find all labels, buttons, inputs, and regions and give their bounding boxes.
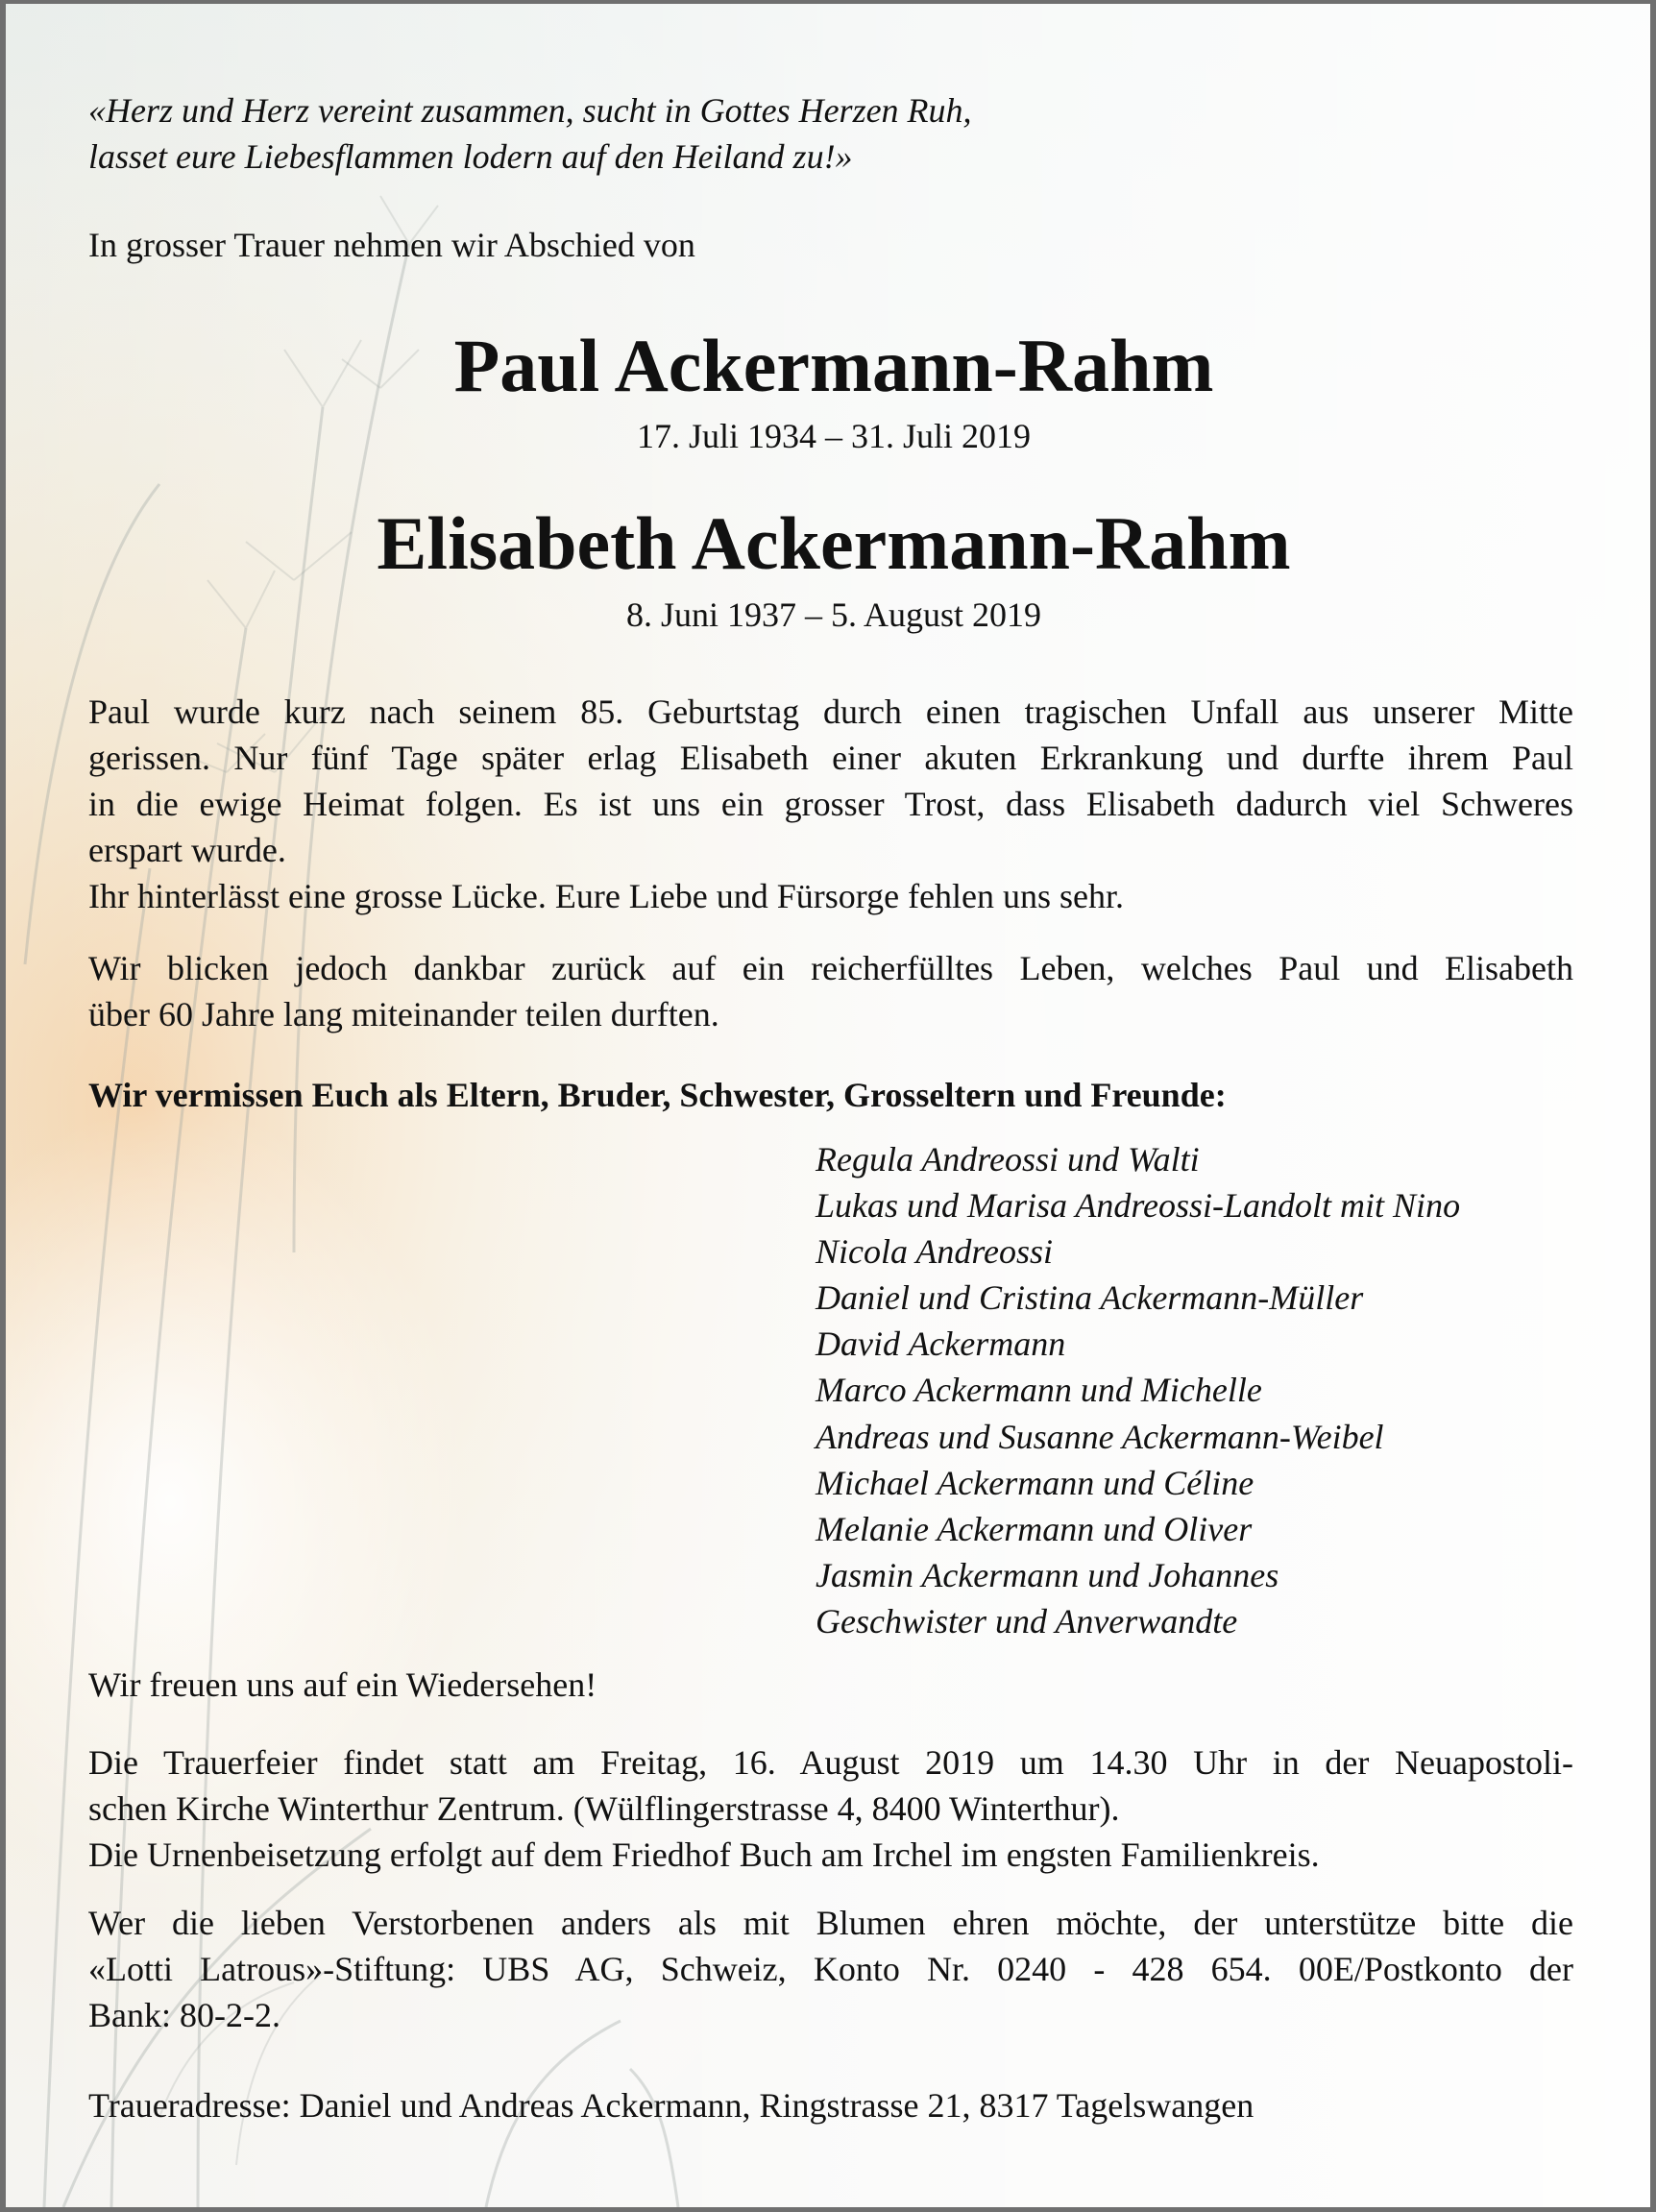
farewell-text: Wir freuen uns auf ein Wiedersehen! — [88, 1665, 597, 1704]
mourner-entry: Daniel und Cristina Ackermann-Müller — [816, 1278, 1364, 1318]
paragraph-line: gerissen. Nur fünf Tage später erlag Elisabeth einer akuten Erkrankung und durfte ihrem Paul — [88, 739, 1573, 777]
mourner-entry: David Ackermann — [816, 1325, 1066, 1364]
obituary-page — [6, 4, 1650, 2207]
mourning-address: Traueradresse: Daniel und Andreas Ackermann, Ringstrasse 21, 8317 Tagelswangen — [88, 2086, 1254, 2125]
intro-text: In grosser Trauer nehmen wir Abschied von — [88, 226, 695, 264]
paragraph-gratitude — [88, 945, 1573, 1037]
paragraph-line: «Lotti Latrous»-Stiftung: UBS AG, Schweiz, Konto Nr. 0240 - 428 654. 00E/Postkonto der — [88, 1950, 1573, 1988]
obituary-content — [6, 4, 1650, 2207]
paragraph-line: Paul wurde kurz nach seinem 85. Geburtstag durch einen tragischen Unfall aus unserer Mitte — [88, 693, 1573, 731]
paragraph-line: über 60 Jahre lang miteinander teilen durften. — [88, 995, 719, 1033]
deceased-name-elisabeth: Elisabeth Ackermann-Rahm — [377, 501, 1291, 585]
motto-line-1: «Herz und Herz vereint zusammen, sucht in Gottes Herzen Ruh, — [88, 91, 972, 130]
mourner-entry: Melanie Ackermann und Oliver — [816, 1509, 1253, 1548]
paragraph-line: erspart wurde. — [88, 831, 286, 869]
deceased-dates-paul: 17. Juli 1934 – 31. Juli 2019 — [636, 417, 1032, 455]
paragraph-line: Ihr hinterlässt eine grosse Lücke. Eure Liebe und Fürsorge fehlen uns sehr. — [88, 877, 1125, 915]
paragraph-line: Die Urnenbeisetzung erfolgt auf dem Friedhof Buch am Irchel im engsten Familienkreis. — [88, 1835, 1320, 1874]
deceased-name-paul: Paul Ackermann-Rahm — [453, 324, 1214, 407]
mourner-entry: Lukas und Marisa Andreossi-Landolt mit Nino — [816, 1186, 1461, 1226]
paragraph-line: Wir blicken jedoch dankbar zurück auf ein reicherfülltes Leben, welches Paul und Elisabeth — [88, 949, 1573, 987]
mourner-entry: Geschwister und Anverwandte — [816, 1601, 1238, 1641]
mourner-entry: Michael Ackermann und Céline — [816, 1463, 1254, 1502]
mourners-list — [816, 1136, 1460, 1644]
mourner-entry: Nicola Andreossi — [816, 1232, 1054, 1272]
deceased-dates-elisabeth: 8. Juni 1937 – 5. August 2019 — [625, 596, 1042, 634]
motto-line-2: lasset eure Liebesflammen lodern auf den Heiland zu!» — [88, 137, 853, 176]
paragraph-line: Die Trauerfeier findet statt am Freitag, 16. August 2019 um 14.30 Uhr in der Neuapostoli- — [88, 1743, 1573, 1782]
paragraph-donations — [88, 1900, 1573, 2038]
paragraph-circumstances — [88, 689, 1573, 919]
paragraph-line: schen Kirche Winterthur Zentrum. (Wülflingerstrasse 4, 8400 Winterthur). — [88, 1789, 1120, 1828]
mourner-entry: Andreas und Susanne Ackermann-Weibel — [816, 1417, 1384, 1456]
paragraph-line: in die ewige Heimat folgen. Es ist uns ein grosser Trost, dass Elisabeth dadurch viel Schweres — [88, 785, 1573, 823]
paragraph-ceremony — [88, 1739, 1573, 1878]
mourner-entry: Jasmin Ackermann und Johannes — [816, 1555, 1279, 1594]
mourner-entry: Marco Ackermann und Michelle — [816, 1371, 1262, 1410]
mourner-entry: Regula Andreossi und Walti — [816, 1140, 1200, 1179]
mourners-heading: Wir vermissen Euch als Eltern, Bruder, Schwester, Grosseltern und Freunde: — [88, 1076, 1227, 1114]
paragraph-line: Bank: 80-2-2. — [88, 1996, 280, 2034]
paragraph-line: Wer die lieben Verstorbenen anders als mit Blumen ehren möchte, der unterstütze bitte die — [88, 1904, 1573, 1942]
